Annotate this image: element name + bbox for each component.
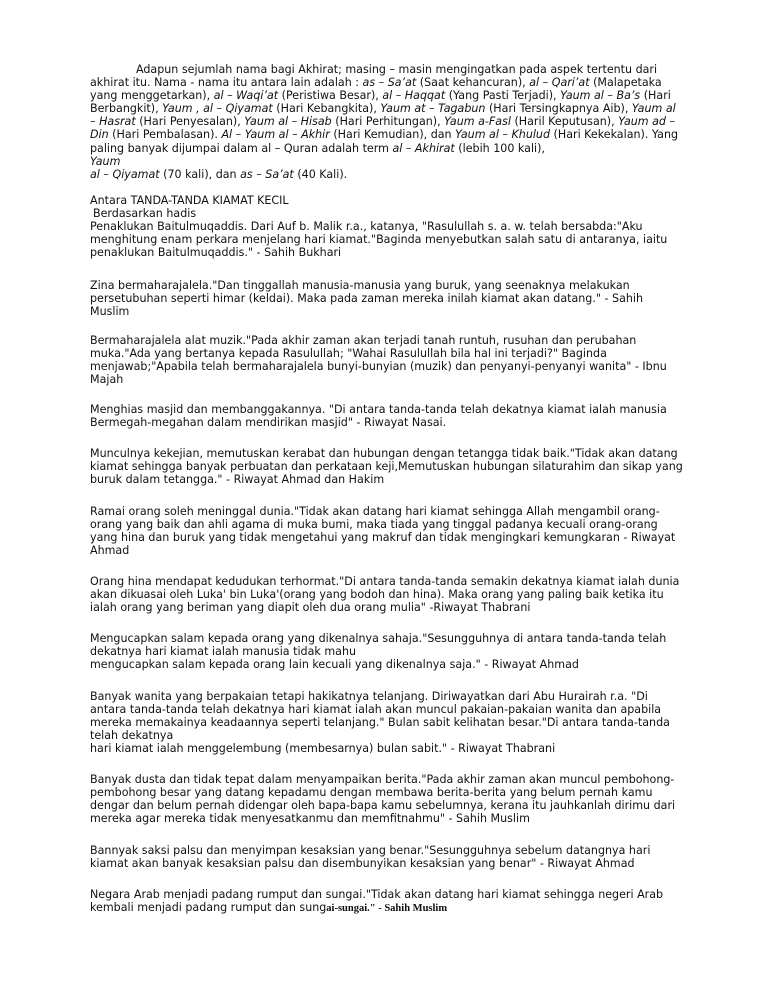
- item-text-part: Negara Arab menjadi padang rumput dan sungai."Tidak akan datang hari kiamat sehingga negeri Arab kembali menjadi padang rumput dan sung: [90, 888, 664, 915]
- term: as – Sa’at: [362, 76, 417, 90]
- intro-text: (Malapetaka yang menggetarkan),: [90, 76, 662, 103]
- item-text-part: ai-sungai." - Sahih Muslim: [326, 903, 448, 915]
- term: Yaum al – Hasrat: [90, 102, 676, 129]
- intro-text: (Hari Kebangkita),: [272, 102, 381, 116]
- item-text: Mengucapkan salam kepada orang yang dikenalnya sahaja."Sesungguhnya di antara tanda-tanda telah dekatnya hari kiamat ialah manusia tidak mahu: [90, 632, 667, 659]
- list-item: [90, 690, 684, 755]
- intro-text: (Peristiwa Besar),: [278, 89, 383, 103]
- intro-text: (70 kali), dan: [159, 167, 241, 181]
- intro-text: (Hari Pembalasan).: [108, 128, 222, 142]
- term: al – Haqqat: [382, 89, 446, 103]
- list-item: [90, 773, 684, 825]
- item-text: [90, 888, 684, 915]
- intro-text: (Haril Keputusan),: [510, 115, 619, 129]
- term: Yaum: [90, 154, 121, 168]
- list-item: [90, 447, 684, 486]
- term: al – Qiyamat: [90, 167, 160, 181]
- item-text: hari kiamat ialah menggelembung (membesarnya) bulan sabit." - Riwayat Thabrani: [90, 742, 556, 756]
- intro-text: (Hari Berbangkit),: [90, 89, 671, 116]
- term: Yaum al – Hisab: [244, 115, 332, 129]
- list-item: [90, 632, 684, 671]
- term: al – Waqi’at: [213, 89, 279, 103]
- list-item: [90, 505, 684, 557]
- list-item: [90, 575, 684, 614]
- term: Yaum al – Ba’s: [560, 89, 641, 103]
- term: Yaum ad – Din: [90, 115, 676, 142]
- intro-text: (Yang Pasti Terjadi),: [445, 89, 561, 103]
- intro-text: (Hari Kemudian), dan: [329, 128, 456, 142]
- intro-text: (Hari Kekekalan). Yang paling banyak dijumpai dalam al – Quran adalah term: [90, 128, 679, 155]
- term: Yaum a-Fasl: [444, 115, 511, 129]
- term: Yaum , al – Qiyamat: [162, 102, 273, 116]
- intro-text: (Hari Tersingkapnya Aib),: [485, 102, 632, 116]
- term: al – Akhirat: [392, 141, 455, 155]
- item-text: Orang hina mendapat kedudukan terhormat."Di antara tanda-tanda semakin dekatnya kiamat ialah dunia akan dikuasai oleh Luka' bin Luka'(orang yang bodoh dan hina). Maka orang yang paling baik ketika itu ialah orang yang beriman yang diapit oleh dua orang mulia" -Riwayat Thabrani: [90, 575, 680, 615]
- list-item: [90, 220, 684, 259]
- item-text: Zina bermaharajalela."Dan tinggallah manusia-manusia yang buruk, yang seenaknya melakukan persetubuhan seperti himar (keldai). Maka pada zaman mereka inilah kiamat akan datang." - Sahih Muslim: [90, 279, 644, 319]
- section-heading: Antara TANDA-TANDA KIAMAT KECIL: [90, 194, 289, 207]
- list-item: [90, 403, 684, 429]
- list-item: [90, 844, 684, 870]
- item-text: Penaklukan Baitulmuqaddis. Dari Auf b. Malik r.a., katanya, "Rasulullah s. a. w. telah bersabda:"Aku menghitung enam perkara menjelang hari kiamat."Baginda menyebutkan salah satu di antaranya, iaitu penaklukan Baitulmuqaddis." - Sahih Bukhari: [90, 220, 668, 260]
- list-item: [90, 334, 684, 386]
- term: al – Qari’at: [529, 76, 590, 90]
- term: as – Sa’at: [240, 167, 294, 181]
- intro-text: Adapun sejumlah nama bagi Akhirat; masing – masin mengingatkan pada aspek tertentu dari akhirat itu. Nama - nama itu antara lain adalah :: [90, 63, 658, 90]
- item-text: Bermaharajalela alat muzik."Pada akhir zaman akan terjadi tanah runtuh, rusuhan dan perubahan muka."Ada yang bertanya kepada Rasulullah; "Wahai Rasulullah bila hal ini terjadi?" Baginda menjawab;"Apabila telah bermaharajalela bunyi-bunyian (muzik) dan penyanyi-penyanyi wanita" - Ibnu Majah: [90, 334, 667, 387]
- intro-text: (Hari Perhitungan),: [331, 115, 445, 129]
- intro-text: (Hari Penyesalan),: [135, 115, 245, 129]
- term: Yaum al – Khulud: [455, 128, 551, 142]
- term: Yaum at – Tagabun: [380, 102, 486, 116]
- intro-text: (lebih 100 kali),: [454, 141, 545, 155]
- intro-text: (Saat kehancuran),: [416, 76, 530, 90]
- item-text: Ramai orang soleh meninggal dunia."Tidak akan datang hari kiamat sehingga Allah mengambil orang-orang yang baik dan ahli agama di muka bumi, maka tiada yang tinggal padanya kecuali orang-orang yang hina dan buruk yang tidak mengetahui yang makruf dan tidak mengingkari kemungkaran - Riwayat Ahmad: [90, 505, 676, 558]
- intro-text: (40 Kali).: [293, 167, 348, 181]
- list-item: [90, 279, 684, 318]
- item-text: Munculnya kekejian, memutuskan kerabat dan hubungan dengan tetangga tidak baik."Tidak akan datang kiamat sehingga banyak perbuatan dan perkataan keji,Memutuskan hubungan silaturahim dan sikap yang buruk dalam tetangga." - Riwayat Ahmad dan Hakim: [90, 447, 683, 487]
- term: Al – Yaum al – Akhir: [221, 128, 330, 142]
- list-item: [90, 888, 684, 915]
- item-text: Banyak dusta dan tidak tepat dalam menyampaikan berita."Pada akhir zaman akan muncul pembohong-pembohong besar yang datang kepadamu dengan membawa berita-berita yang belum pernah kamu dengar dan belum pernah didengar oleh bapa-bapa kamu sebelumnya, kerana itu jauhkanlah dirimu dari mereka agar mereka tidak menyesatkanmu dan memfitnahmu" - Sahih Muslim: [90, 773, 676, 826]
- item-text: Bannyak saksi palsu dan menyimpan kesaksian yang benar."Sesungguhnya sebelum datangnya hari kiamat akan banyak kesaksian palsu dan disembunyikan kesaksian yang benar" - Riwayat Ahmad: [90, 844, 651, 871]
- section-subheading: Berdasarkan hadis: [93, 207, 197, 220]
- item-text: mengucapkan salam kepada orang lain kecuali yang dikenalnya saja." - Riwayat Ahmad: [90, 658, 579, 672]
- item-text: Banyak wanita yang berpakaian tetapi hakikatnya telanjang. Diriwayatkan dari Abu Hurairah r.a. "Di antara tanda-tanda telah dekatnya hari kiamat ialah akan muncul pakaian-pakaian wanita dan apabila mereka memakainya keadaannya seperti telanjang." Bulan sabit kelihatan besar."Di antara tanda-tanda telah dekatnya: [90, 690, 670, 743]
- item-text: Menghias masjid dan membanggakannya. "Di antara tanda-tanda telah dekatnya kiamat ialah manusia Bermegah-megahan dalam mendirikan masjid" - Riwayat Nasai.: [90, 403, 667, 430]
- intro-paragraph: [90, 63, 680, 181]
